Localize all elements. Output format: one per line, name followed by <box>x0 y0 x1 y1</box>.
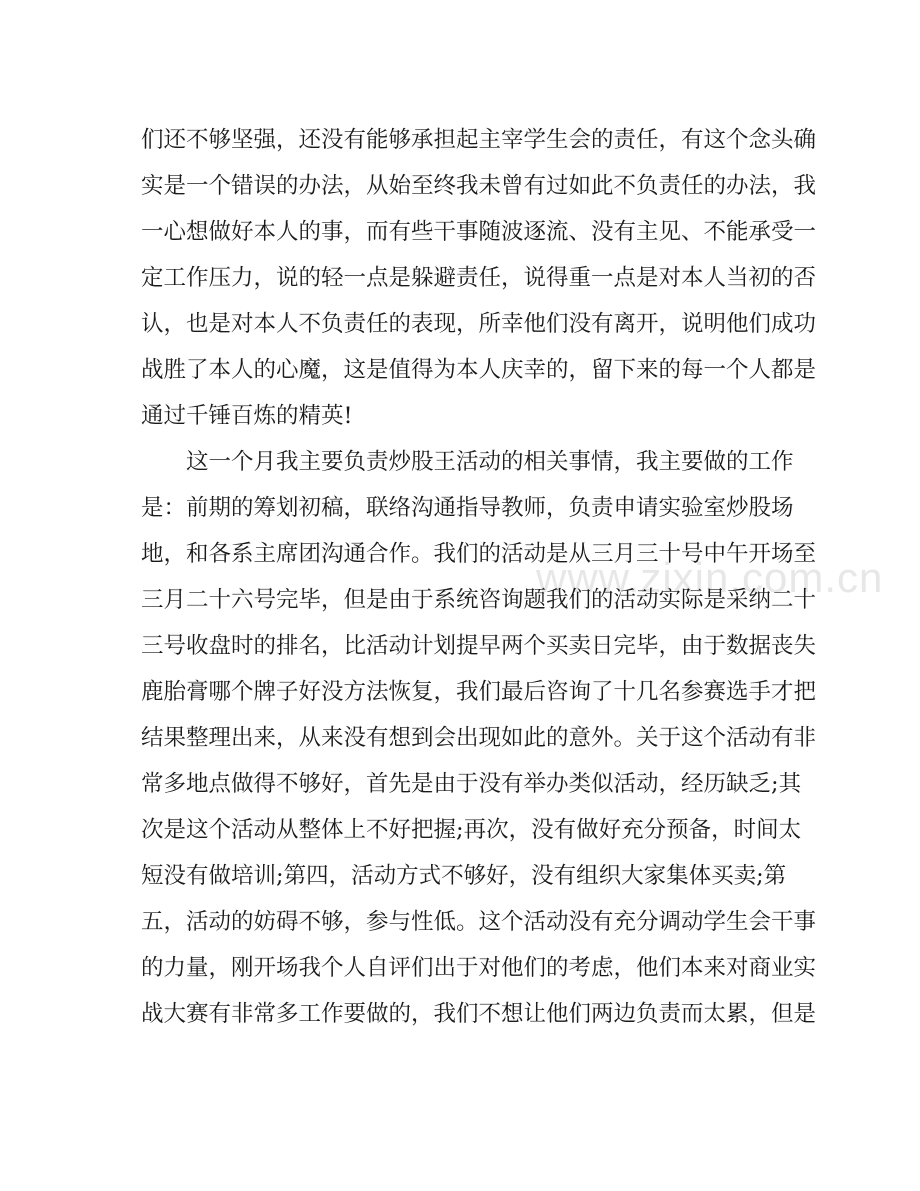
paragraph-2-line-10: 短没有做培训;第四，活动方式不够好，没有组织大家集体买卖;第 <box>141 863 787 889</box>
paragraph-1-line-4: 定工作压力，说的轻一点是躲避责任，说得重一点是对本人当初的否 <box>141 265 817 291</box>
paragraph-1-line-3: 一心想做好本人的事，而有些干事随波逐流、没有主见、不能承受一 <box>141 219 817 245</box>
paragraph-1-line-7: 通过千锤百炼的精英! <box>141 403 353 429</box>
paragraph-2-line-8: 常多地点做得不够好，首先是由于没有举办类似活动，经历缺乏;其 <box>141 771 802 797</box>
paragraph-2-line-3: 地，和各系主席团沟通合作。我们的活动是从三月三十号中午开场至 <box>141 541 817 567</box>
paragraph-1-line-6: 战胜了本人的心魔，这是值得为本人庆幸的，留下来的每一个人都是 <box>141 357 817 383</box>
paragraph-1-line-1: 们还不够坚强，还没有能够承担起主宰学生会的责任，有这个念头确 <box>141 127 817 153</box>
paragraph-1-line-5: 认，也是对本人不负责任的表现，所幸他们没有离开，说明他们成功 <box>141 311 817 337</box>
paragraph-2-line-4: 三月二十六号完毕，但是由于系统咨询题我们的活动实际是采纳二十 <box>141 587 817 613</box>
paragraph-2-line-1: 这一个月我主要负责炒股王活动的相关事情，我主要做的工作 <box>186 449 794 475</box>
paragraph-2-line-2: 是：前期的筹划初稿，联络沟通指导教师，负责申请实验室炒股场 <box>141 495 794 521</box>
paragraph-2-line-9: 次是这个活动从整体上不好把握;再次，没有做好充分预备，时间太 <box>141 817 802 843</box>
watermark-text: www.zixin.com.cn <box>536 554 884 601</box>
paragraph-2-line-5: 三号收盘时的排名，比活动计划提早两个买卖日完毕，由于数据丧失 <box>141 633 817 659</box>
paragraph-2-line-12: 的力量，刚开场我个人自评们出于对他们的考虑，他们本来对商业实 <box>141 955 817 981</box>
paragraph-2-line-13: 战大赛有非常多工作要做的，我们不想让他们两边负责而太累，但是 <box>141 1001 817 1027</box>
paragraph-1-line-2: 实是一个错误的办法，从始至终我未曾有过如此不负责任的办法，我 <box>141 173 817 199</box>
paragraph-2-line-11: 五，活动的妨碍不够，参与性低。这个活动没有充分调动学生会干事 <box>141 909 817 935</box>
paragraph-2-line-7: 结果整理出来，从来没有想到会出现如此的意外。关于这个活动有非 <box>141 725 817 751</box>
paragraph-2-line-6: 鹿胎膏哪个牌子好没方法恢复，我们最后咨询了十几名参赛选手才把 <box>141 679 817 705</box>
